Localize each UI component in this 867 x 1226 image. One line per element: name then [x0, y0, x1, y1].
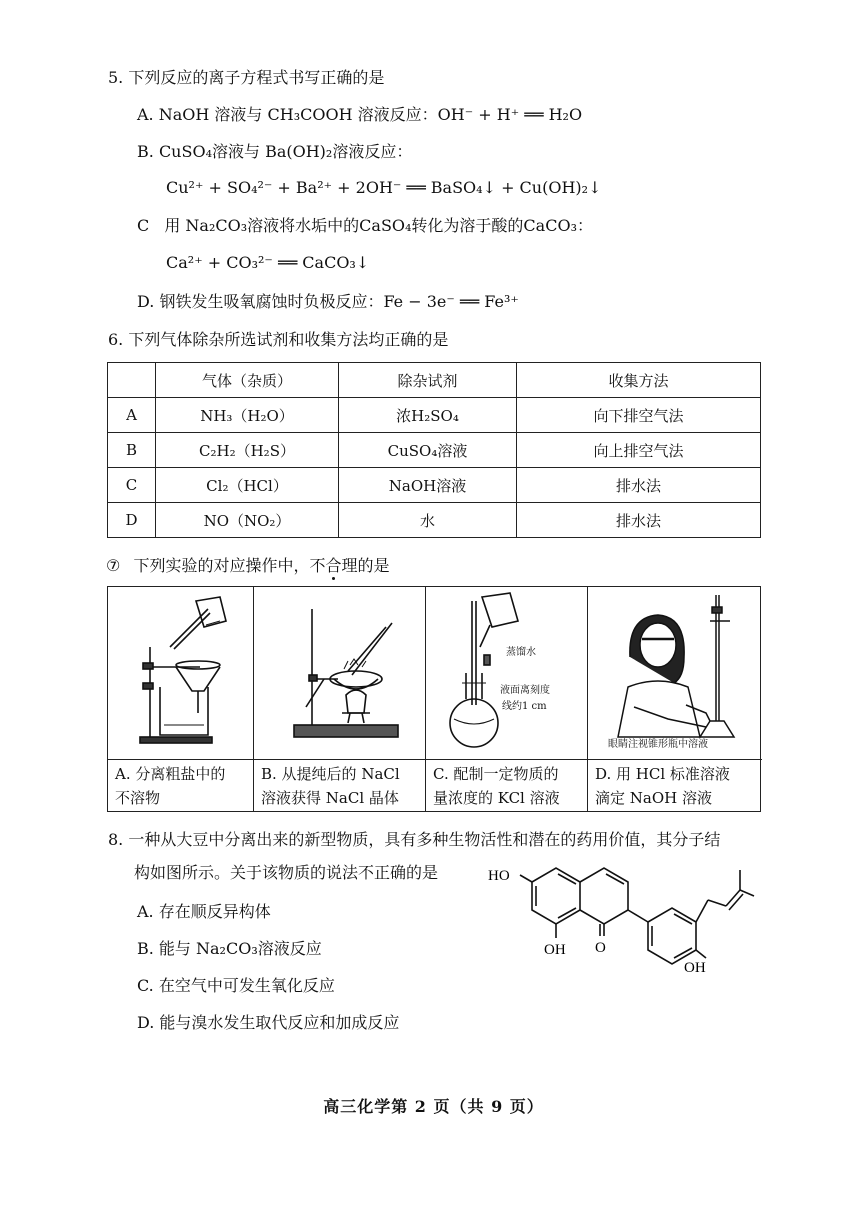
table-cell: D — [108, 503, 156, 538]
q5-d-text: 钢铁发生吸氧腐蚀时负极反应：Fe − 3e⁻ ══ Fe³⁺ — [159, 292, 519, 311]
q5-d-label: D. — [137, 292, 155, 311]
q5-c-text: 用 Na₂CO₃溶液将水垢中的CaSO₄转化为溶于酸的CaCO₃： — [164, 216, 593, 235]
q7-caption-d — [588, 759, 762, 810]
caption-line: 不溶物 — [115, 789, 161, 807]
q7-panel-c — [426, 587, 588, 811]
caption-line: B. 从提纯后的 NaCl — [261, 765, 400, 783]
q7-stem — [106, 556, 389, 576]
table-header-cell: 气体（杂质） — [156, 363, 339, 398]
filtration-apparatus-illustration — [108, 587, 254, 759]
table-cell: A — [108, 398, 156, 433]
q8-option-d: D. 能与溴水发生取代反应和加成反应 — [137, 1013, 400, 1032]
evaporation-apparatus-illustration — [254, 587, 426, 759]
caption-line: 溶液获得 NaCl 晶体 — [261, 789, 399, 807]
table-cell: C₂H₂（H₂S） — [156, 433, 339, 468]
table-row — [108, 433, 761, 468]
table-cell: B — [108, 433, 156, 468]
q7-stem-pre: 下列实验的对应操作中， — [133, 556, 310, 575]
table-cell: 水 — [339, 503, 517, 538]
table-cell: C — [108, 468, 156, 503]
table-row — [108, 398, 761, 433]
table-cell: Cl₂（HCl） — [156, 468, 339, 503]
page-footer: 高三化学第 2 页（共 9 页） — [323, 1097, 544, 1116]
q7-caption-a — [108, 759, 253, 810]
table-header-cell: 收集方法 — [517, 363, 761, 398]
q8-stem-line1: 8. 一种从大豆中分离出来的新型物质，具有多种生物活性和潜在的药用价值，其分子结 — [108, 830, 721, 849]
q7-figure-table — [107, 586, 761, 812]
q5-c-equation: Ca²⁺ + CO₃²⁻ ══ CaCO₃↓ — [166, 253, 370, 272]
q5-option-b — [137, 142, 412, 162]
q5-b-equation: Cu²⁺ + SO₄²⁻ + Ba²⁺ + 2OH⁻ ══ BaSO₄↓ + Cu(OH)₂↓ — [166, 178, 602, 197]
q5-b-text: CuSO₄溶液与 Ba(OH)₂溶液反应： — [158, 142, 413, 161]
q5-a-label: A. — [137, 105, 154, 124]
table-header-cell — [108, 363, 156, 398]
q7-c-label-water: 蒸馏水 — [506, 647, 536, 658]
q5-stem: 5. 下列反应的离子方程式书写正确的是 — [108, 68, 385, 87]
table-cell: CuSO₄溶液 — [339, 433, 517, 468]
q7-caption-b — [254, 759, 425, 810]
q8-option-a: A. 存在顺反异构体 — [137, 902, 271, 921]
table-row — [108, 503, 761, 538]
q8-option-b: B. 能与 Na₂CO₃溶液反应 — [137, 939, 322, 958]
table-cell: NH₃（H₂O） — [156, 398, 339, 433]
q7-panel-a — [108, 587, 254, 811]
caption-line: 滴定 NaOH 溶液 — [595, 789, 712, 807]
table-cell: NaOH溶液 — [339, 468, 517, 503]
table-cell: NO（NO₂） — [156, 503, 339, 538]
q7-emph-text: 不合理 — [309, 556, 358, 575]
caption-line: 量浓度的 KCl 溶液 — [433, 789, 560, 807]
table-cell: 向下排空气法 — [517, 398, 761, 433]
q5-c-label: C — [137, 216, 150, 235]
structure-label-oh-lower: OH — [544, 942, 566, 958]
q7-c-label-distance: 线约1 cm — [502, 701, 547, 712]
caption-line: A. 分离粗盐中的 — [115, 765, 226, 783]
q8-option-c: C. 在空气中可发生氧化反应 — [137, 976, 335, 995]
q6-table — [107, 362, 761, 538]
q8-stem-line2: 构如图所示。关于该物质的说法不正确的是 — [134, 863, 439, 882]
table-cell: 排水法 — [517, 468, 761, 503]
caption-line: D. 用 HCl 标准溶液 — [595, 765, 730, 783]
titration-person-illustration — [588, 587, 762, 759]
q7-d-label-eyes: 眼睛注视锥形瓶中溶液 — [608, 739, 708, 750]
structure-label-carbonyl-o: O — [595, 940, 606, 956]
q5-option-d — [137, 292, 519, 312]
q7-number: ⑦ — [106, 556, 121, 575]
structure-label-oh-right: OH — [684, 960, 706, 976]
table-header-row — [108, 363, 761, 398]
q7-caption-c — [426, 759, 587, 810]
q5-b-label: B. — [137, 142, 154, 161]
caption-line: C. 配制一定物质的 — [433, 765, 559, 783]
structure-label-ho: HO — [488, 868, 510, 884]
q7-stem-emphasis — [309, 556, 357, 575]
q5-option-a — [137, 105, 582, 125]
volumetric-flask-illustration — [426, 587, 588, 759]
q5-a-text: NaOH 溶液与 CH₃COOH 溶液反应：OH⁻ + H⁺ ══ H₂O — [158, 105, 583, 124]
q6-stem: 6. 下列气体除杂所选试剂和收集方法均正确的是 — [108, 330, 449, 349]
table-cell: 排水法 — [517, 503, 761, 538]
table-row — [108, 468, 761, 503]
table-header-cell: 除杂试剂 — [339, 363, 517, 398]
q5-option-c — [137, 216, 593, 236]
table-cell: 向上排空气法 — [517, 433, 761, 468]
q7-c-label-level: 液面离刻度 — [500, 685, 550, 696]
q7-panel-b — [254, 587, 426, 811]
q7-stem-post: 的是 — [357, 556, 390, 575]
table-cell: 浓H₂SO₄ — [339, 398, 517, 433]
q7-panel-d — [588, 587, 762, 811]
molecular-structure-diagram — [486, 856, 756, 976]
